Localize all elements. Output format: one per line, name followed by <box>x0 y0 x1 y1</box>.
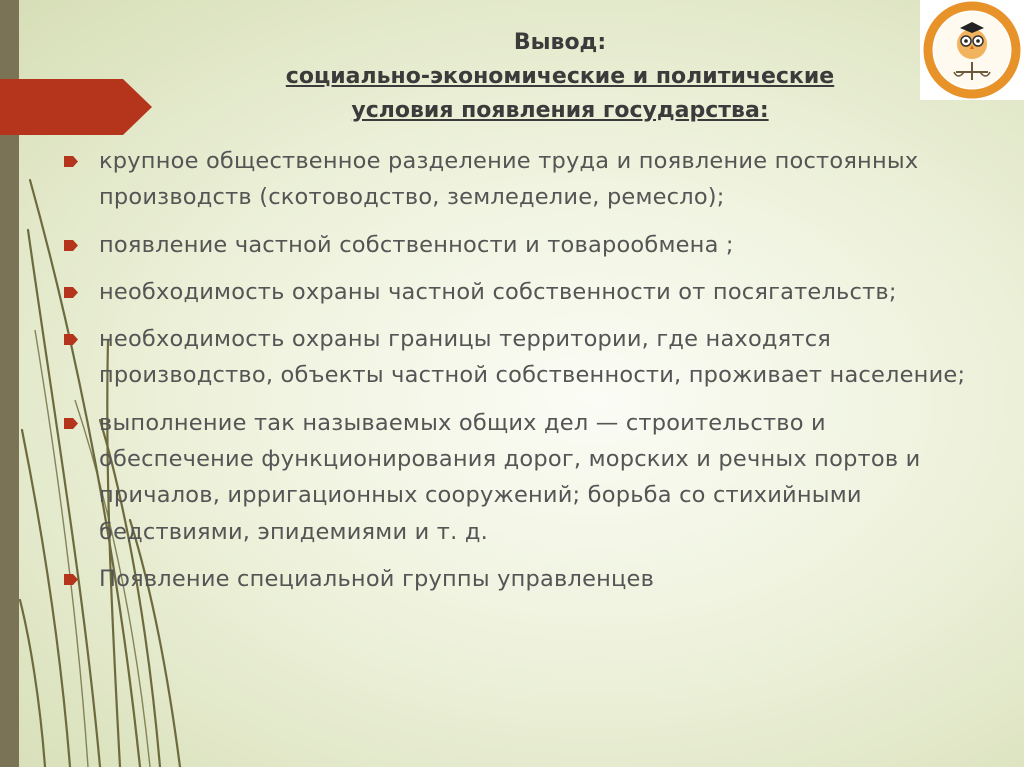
red-arrow-bullet-icon <box>64 287 78 298</box>
title-line-conclusion: Вывод: <box>513 30 607 55</box>
bullet-list <box>62 143 982 608</box>
red-arrow-bullet-icon <box>64 334 78 345</box>
list-item <box>62 227 982 263</box>
red-arrow-bullet-icon <box>64 574 78 585</box>
list-item <box>62 321 982 394</box>
red-arrow-bullet-icon <box>64 156 78 167</box>
red-arrow-bullet-icon <box>64 418 78 429</box>
red-arrow-bullet-icon <box>64 240 78 251</box>
title-line-3: условия появления государства: <box>351 98 769 123</box>
slide-title <box>210 26 910 128</box>
accent-arrow-shape <box>0 79 152 135</box>
list-item <box>62 405 982 550</box>
list-item <box>62 143 982 216</box>
bullet-text: выполнение так называемых общих дел — строительство и обеспечение функционирования дорог, морских и речных портов и причалов, ирригационных сооружений; борьба со стихийными бедствиями, эпидемиями и т. д. <box>99 409 921 545</box>
bullet-text: появление частной собственности и товарообмена ; <box>99 231 734 258</box>
logo <box>920 0 1024 100</box>
list-item <box>62 274 982 310</box>
owl-scales-emblem-icon <box>920 0 1024 100</box>
bullet-text: необходимость охраны границы территории, где находятся производство, объекты частной собственности, проживает население; <box>99 326 966 389</box>
bullet-text: крупное общественное разделение труда и появление постоянных производств (скотоводство, земледелие, ремесло); <box>99 148 919 211</box>
title-line-2: социально-экономические и политические <box>285 64 835 89</box>
bullet-text: необходимость охраны частной собственности от посягательств; <box>99 278 897 305</box>
bullet-text: Появление специальной группы управленцев <box>99 565 655 592</box>
list-item <box>62 561 982 597</box>
